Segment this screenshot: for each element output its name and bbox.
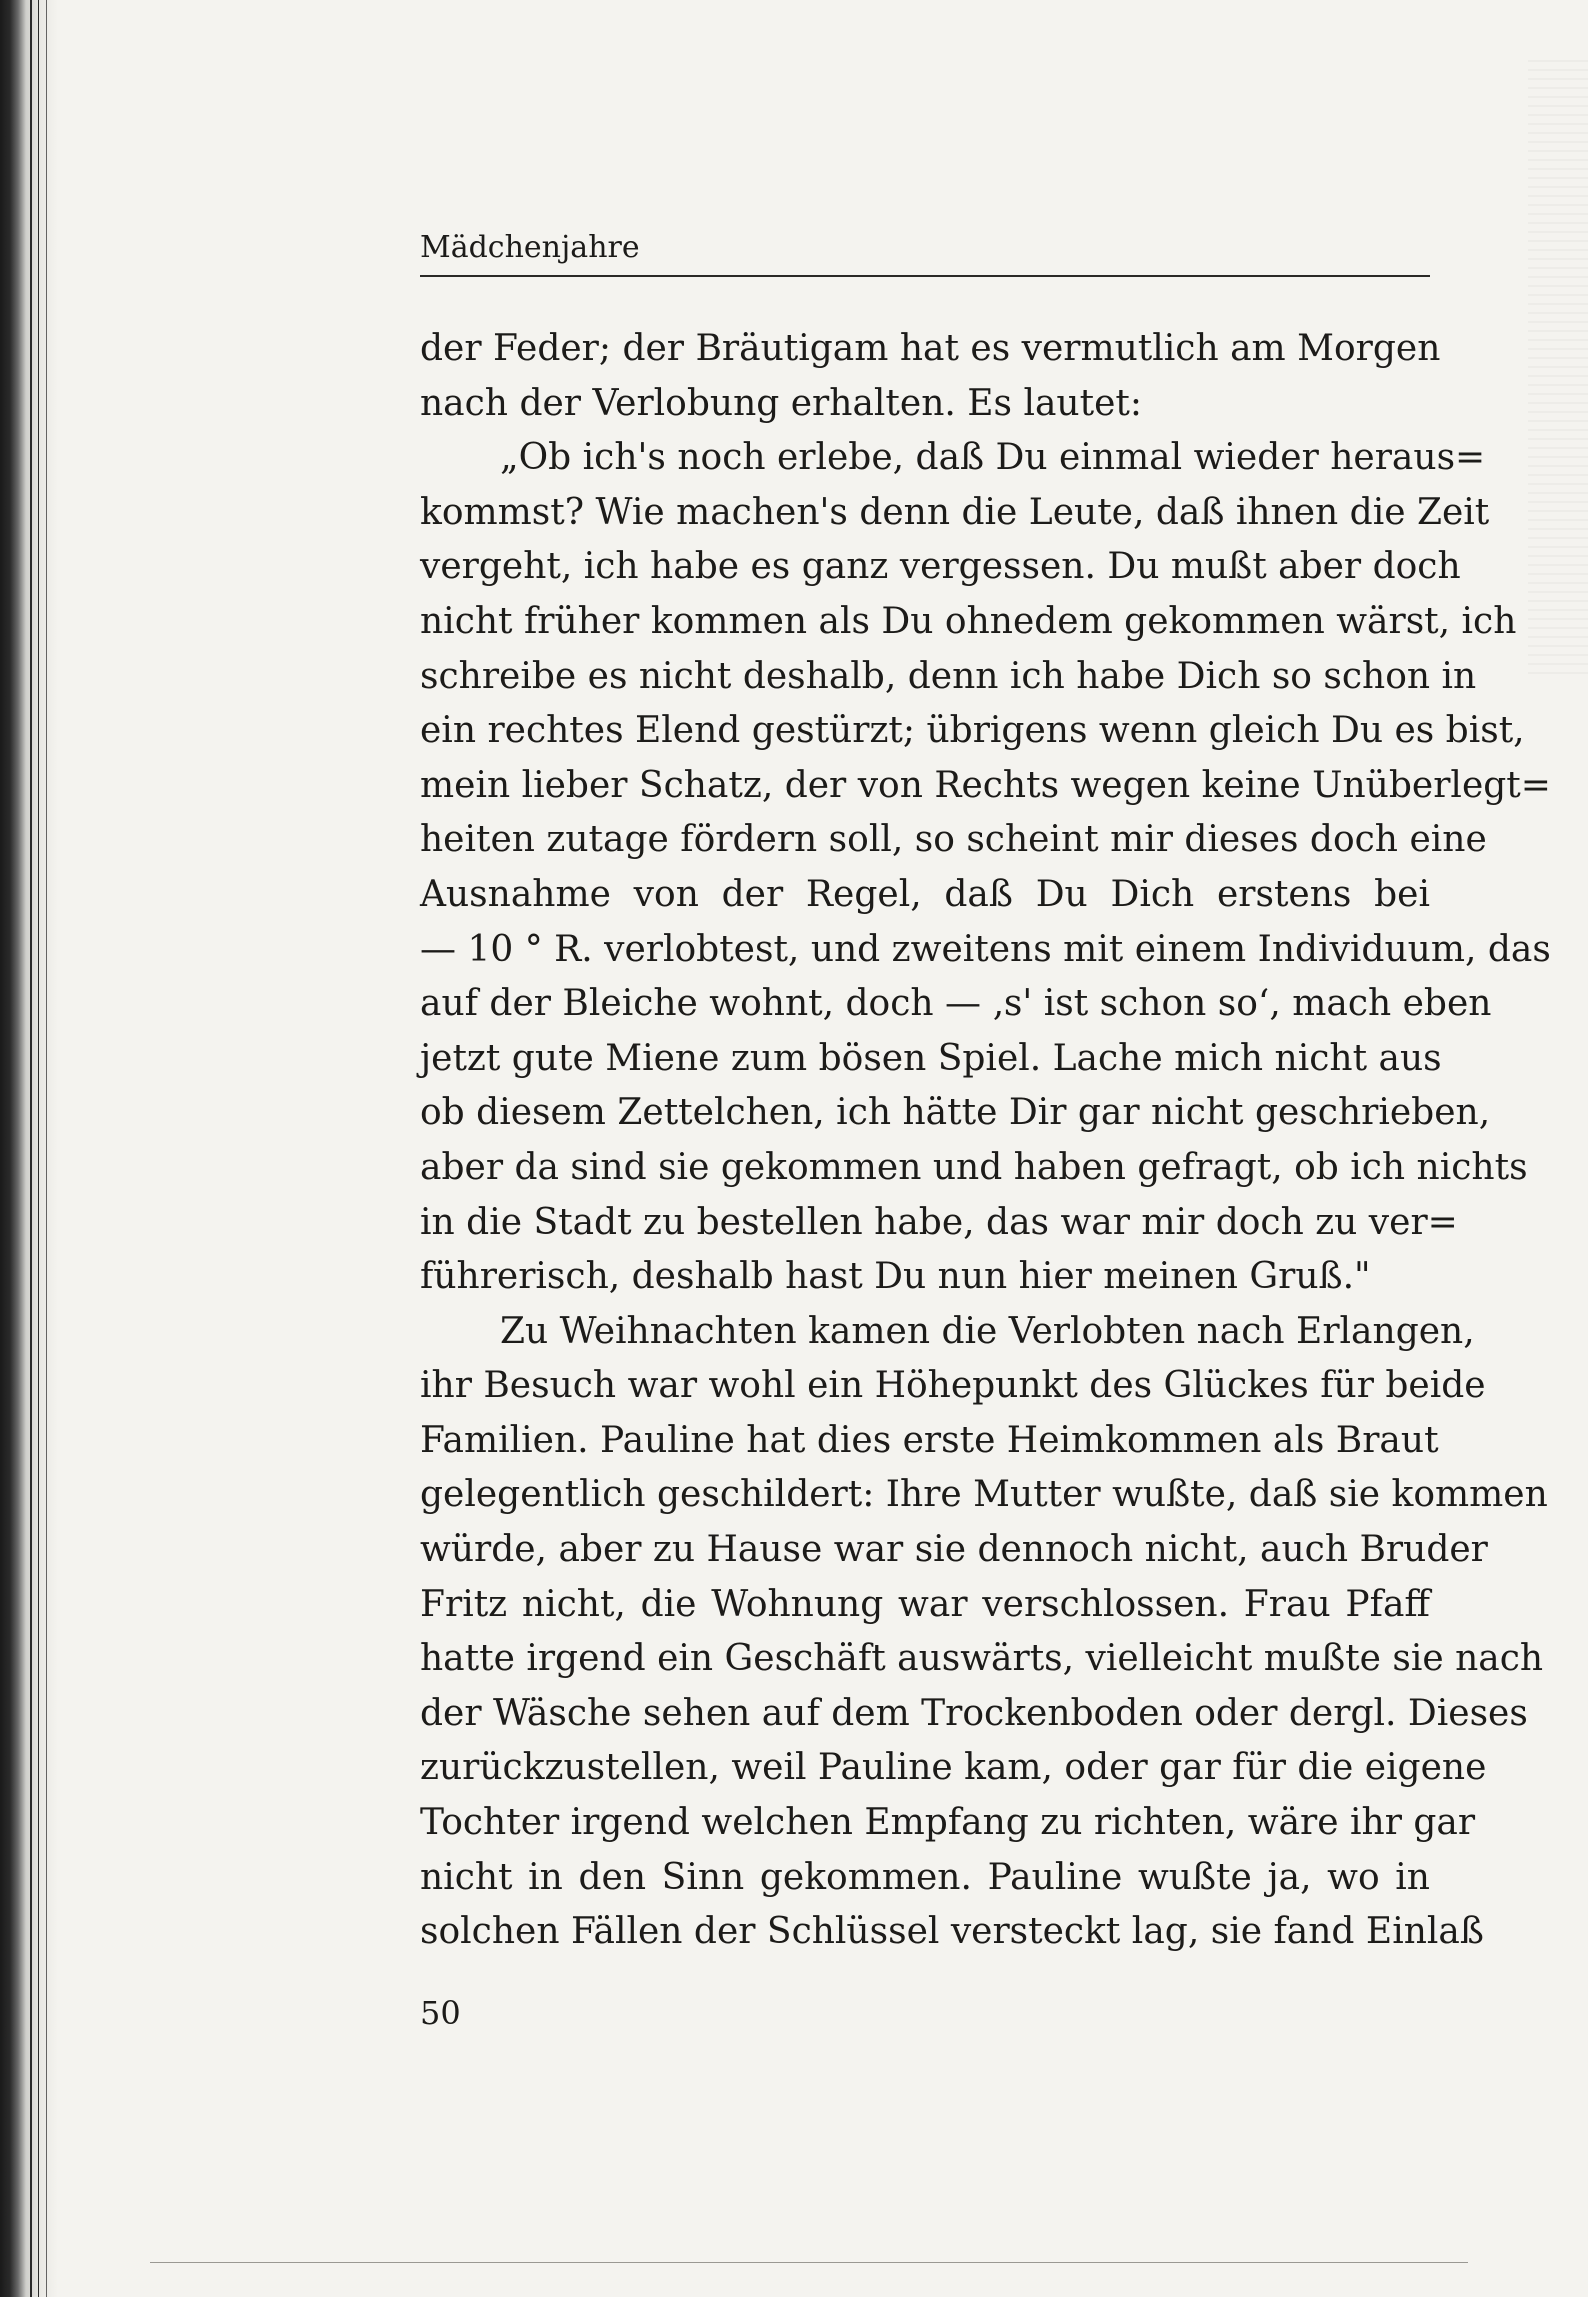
text-line: vergeht, ich habe es ganz vergessen. Du mußt aber doch	[420, 546, 1461, 588]
text-line: heiten zutage fördern soll, so scheint mir dieses doch eine	[420, 819, 1487, 861]
text-line: Fritz nicht, die Wohnung war verschlossen. Frau Pfaff	[420, 1583, 1430, 1625]
text-line: auf der Bleiche wohnt, doch — ‚s' ist schon so‘, mach eben	[420, 983, 1492, 1025]
page-edge-shadow	[1528, 60, 1588, 680]
text-line: der Wäsche sehen auf dem Trockenboden oder dergl. Dieses	[420, 1692, 1528, 1734]
binding-line	[30, 0, 32, 2297]
bottom-rule	[150, 2262, 1468, 2263]
text-line: kommst? Wie machen's denn die Leute, daß ihnen die Zeit	[420, 491, 1490, 533]
text-line: nicht früher kommen als Du ohnedem gekommen wärst, ich	[420, 600, 1517, 642]
text-line: — 10 ° R. verlobtest, und zweitens mit einem Individuum, das	[420, 928, 1551, 970]
text-line: jetzt gute Miene zum bösen Spiel. Lache mich nicht aus	[420, 1037, 1442, 1079]
binding-line	[38, 0, 39, 2297]
text-line: schreibe es nicht deshalb, denn ich habe Dich so schon in	[420, 655, 1477, 697]
page-number: 50	[420, 1994, 461, 2032]
text-line: zurückzustellen, weil Pauline kam, oder gar für die eigene	[420, 1747, 1487, 1789]
text-line: ein rechtes Elend gestürzt; übrigens wenn gleich Du es bist,	[420, 710, 1525, 752]
header-rule	[420, 275, 1430, 277]
text-line: ob diesem Zettelchen, ich hätte Dir gar nicht geschrieben,	[420, 1092, 1491, 1134]
text-line: Tochter irgend welchen Empfang zu richten, wäre ihr gar	[420, 1802, 1476, 1844]
text-line: „Ob ich's noch erlebe, daß Du einmal wieder heraus=	[500, 437, 1486, 479]
text-line: nicht in den Sinn gekommen. Pauline wußte ja, wo in	[420, 1856, 1430, 1898]
text-line: hatte irgend ein Geschäft auswärts, vielleicht mußte sie nach	[420, 1638, 1544, 1680]
binding-line	[46, 0, 47, 2297]
body-text	[420, 322, 1551, 1960]
text-line: solchen Fällen der Schlüssel versteckt lag, sie fand Einlaß	[420, 1911, 1484, 1953]
book-binding-edge	[0, 0, 58, 2297]
text-line: Ausnahme von der Regel, daß Du Dich erstens bei	[420, 873, 1430, 915]
text-line: in die Stadt zu bestellen habe, das war mir doch zu ver=	[420, 1201, 1458, 1243]
text-line: nach der Verlobung erhalten. Es lautet:	[420, 382, 1142, 424]
text-line: ihr Besuch war wohl ein Höhepunkt des Glückes für beide	[420, 1365, 1486, 1407]
text-line: gelegentlich geschildert: Ihre Mutter wußte, daß sie kommen	[420, 1474, 1548, 1516]
text-line: Familien. Pauline hat dies erste Heimkommen als Braut	[420, 1419, 1439, 1461]
text-line: der Feder; der Bräutigam hat es vermutlich am Morgen	[420, 328, 1441, 369]
text-line: aber da sind sie gekommen und haben gefragt, ob ich nichts	[420, 1146, 1528, 1188]
text-line: würde, aber zu Hause war sie dennoch nicht, auch Bruder	[420, 1529, 1488, 1571]
running-header: Mädchenjahre	[420, 230, 640, 265]
text-line: Zu Weihnachten kamen die Verlobten nach Erlangen,	[500, 1310, 1475, 1352]
text-line: führerisch, deshalb hast Du nun hier meinen Gruß."	[420, 1256, 1371, 1298]
text-line: mein lieber Schatz, der von Rechts wegen keine Unüberlegt=	[420, 764, 1551, 806]
